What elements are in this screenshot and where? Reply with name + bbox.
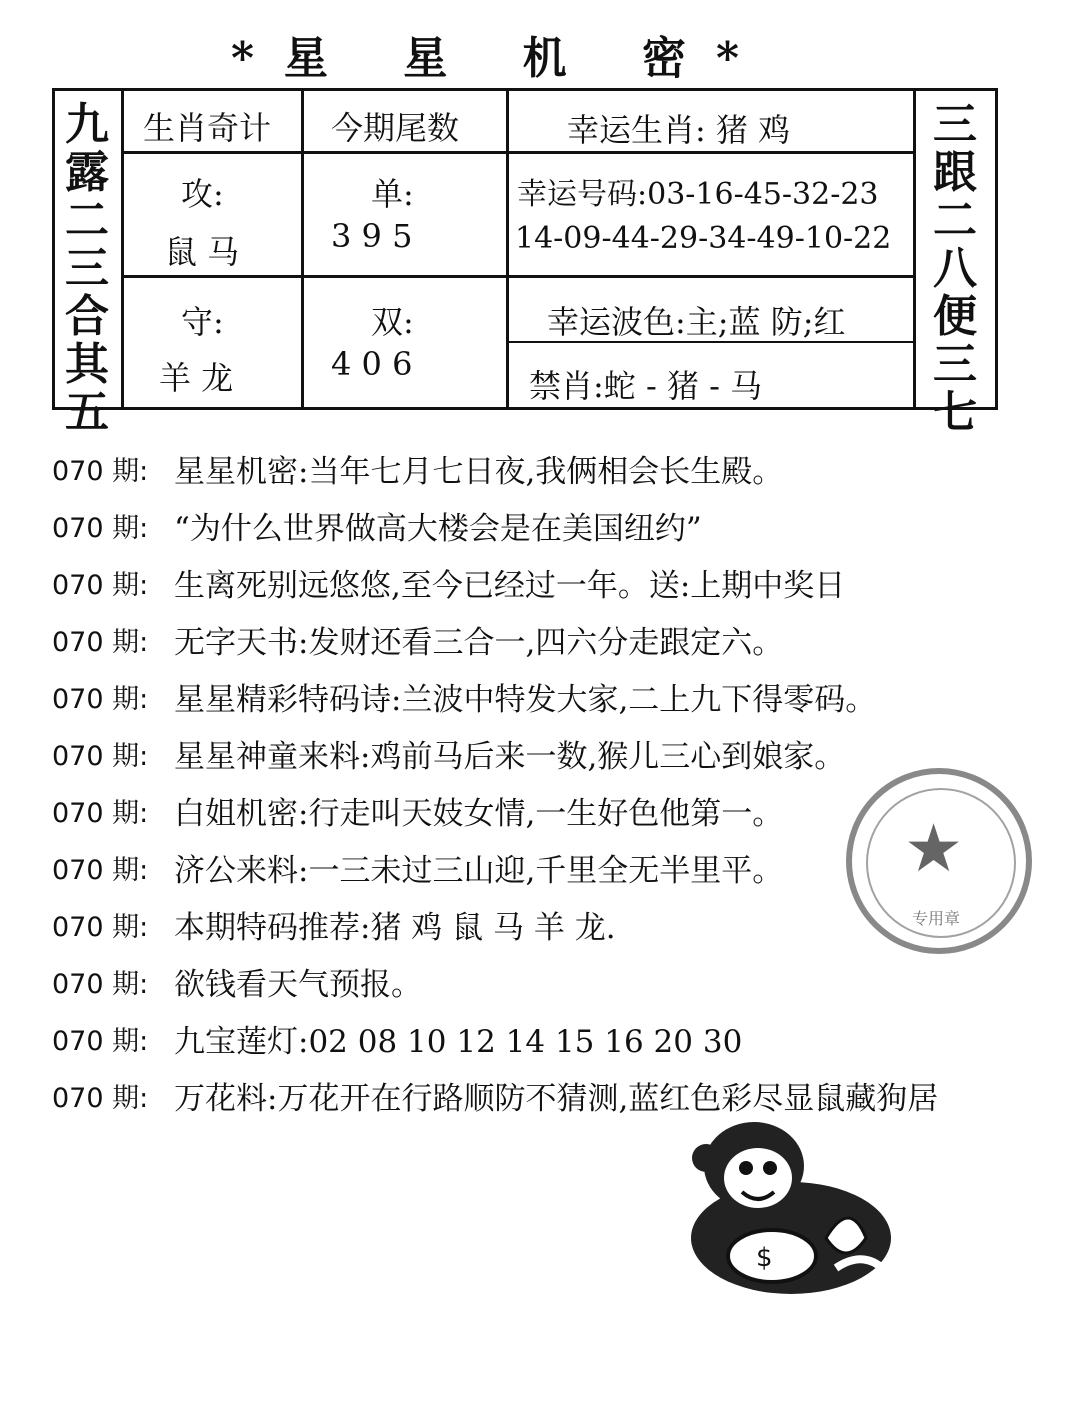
defend-value: 羊 龙 [159,359,234,397]
monkey-icon [676,1118,906,1298]
page-title: *星 星 机 密* [231,33,769,84]
list-item: 070 期: 欲钱看天气预报。 [52,967,422,1003]
header-tail-number: 今期尾数 [331,109,460,147]
odd-value: 3 9 5 [331,217,413,255]
list-item: 070 期: 无字天书:发财还看三合一,四六分走跟定六。 [52,625,784,661]
list-item: 070 期: “为什么世界做高大楼会是在美国纽约” [52,511,702,547]
list-item: 070 期: 星星精彩特码诗:兰波中特发大家,二上九下得零码。 [52,682,877,718]
lucky-numbers-line2: 14-09-44-29-34-49-10-22 [515,221,892,256]
banned-zodiac: 禁肖:蛇 - 猪 - 马 [529,367,763,405]
defend-label: 守: [181,303,224,341]
list-item: 070 期: 本期特码推荐:猪 鸡 鼠 马 羊 龙. [52,910,616,946]
left-vertical-text: 九 露 二 三 合 其 五 [65,99,109,438]
odd-label: 单: [371,175,414,213]
list-item: 070 期: 白姐机密:行走叫天妓女情,一生好色他第一。 [52,796,784,832]
right-vertical-text: 三 跟 二 八 便 三 七 [933,99,977,438]
list-item: 070 期: 九宝莲灯:02 08 10 12 14 15 16 20 30 [52,1024,743,1060]
list-item: 070 期: 万花料:万花开在行路顺防不猜测,蓝红色彩尽显鼠藏狗居 [52,1081,939,1117]
star-icon: ★ [904,810,964,887]
even-value: 4 0 6 [331,345,413,383]
list-item: 070 期: 济公来料:一三未过三山迎,千里全无半里平。 [52,853,784,889]
attack-value: 鼠 马 [165,233,240,271]
info-grid [52,88,998,438]
lucky-color: 幸运波色:主;蓝 防;红 [547,303,846,341]
lucky-zodiac: 幸运生肖: 猪 鸡 [567,111,791,149]
list-item: 070 期: 星星机密:当年七月七日夜,我俩相会长生殿。 [52,454,784,490]
list-item: 070 期: 生离死别远悠悠,至今已经过一年。送:上期中奖日 [52,568,846,604]
seal-text: 专用章 [912,909,961,928]
header-zodiac-plan: 生肖奇计 [143,109,272,147]
official-seal [846,768,1032,954]
svg-text:$: $ [756,1243,773,1273]
attack-label: 攻: [181,175,224,213]
even-label: 双: [371,303,414,341]
lucky-numbers-line1: 幸运号码:03-16-45-32-23 [517,177,879,212]
list-item: 070 期: 星星神童来料:鸡前马后来一数,猴儿三心到娘家。 [52,739,846,775]
